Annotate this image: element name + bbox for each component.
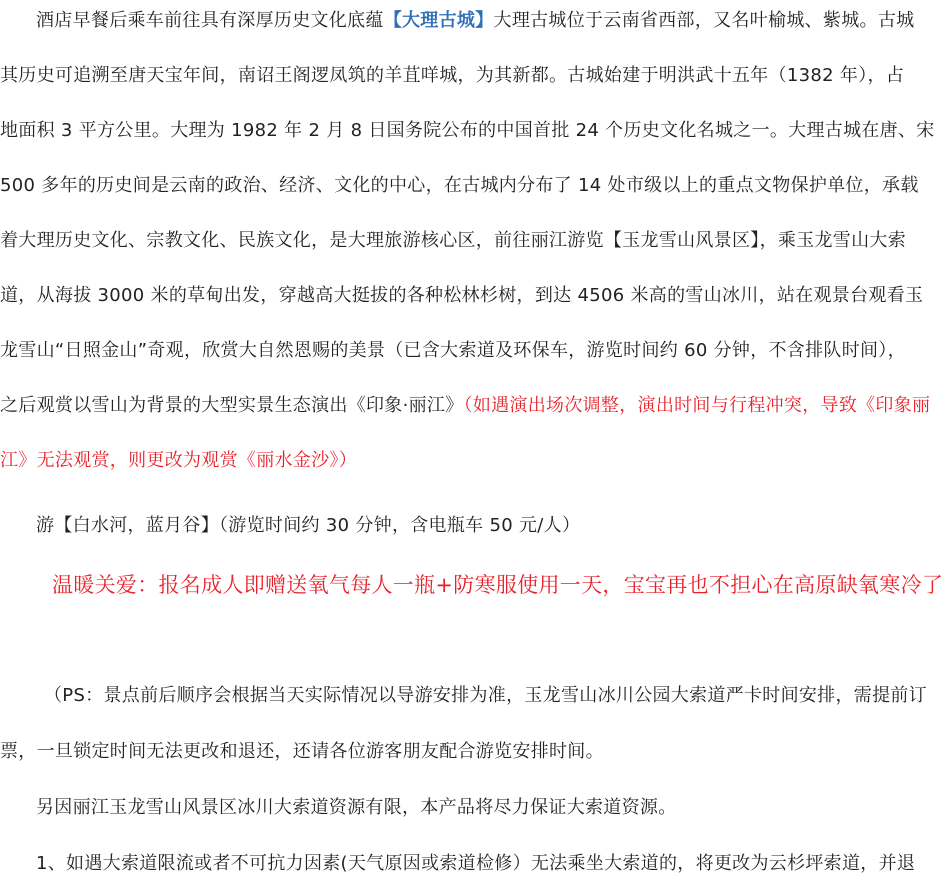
performance-notice-red-line-2: 江》无法观赏，则更改为观赏《丽水金沙》） — [0, 450, 357, 471]
paragraph-1-line-7: 龙雪山“日照金山”奇观，欣赏大自然恩赐的美景（已含大索道及环保车，游览时间约 60 分钟，不含排队时间）， — [0, 340, 906, 361]
item-1-line: 1、如遇大索道限流或者不可抗力因素(天气原因或索道检修）无法乘坐大索道的，将更改为云杉坪索道，并退 — [36, 853, 916, 874]
dali-old-town-highlight: 【大理古城】 — [383, 10, 494, 31]
paragraph-1-line-5: 着大理历史文化、宗教文化、民族文化，是大理旅游核心区，前往丽江游览【玉龙雪山风景区】，乘玉龙雪山大索 — [0, 230, 906, 251]
paragraph-1-line-8 — [0, 394, 930, 418]
baishui-river-line: 游【白水河，蓝月谷】（游览时间约 30 分钟，含电瓶车 50 元/人） — [36, 515, 581, 536]
paragraph-1-line-4: 500 多年的历史间是云南的政治、经济、文化的中心，在古城内分布了 14 处市级以上的重点文物保护单位，承载 — [0, 175, 919, 196]
cableway-notice: 另因丽江玉龙雪山风景区冰川大索道资源有限，本产品将尽力保证大索道资源。 — [36, 797, 677, 818]
impression-lijiang-text: 之后观赏以雪山为背景的大型实景生态演出《印象·丽江》 — [0, 395, 464, 416]
ps-line-1: （PS：景点前后顺序会根据当天实际情况以导游安排为准，玉龙雪山冰川公园大索道严卡时间安排，需提前订 — [44, 685, 927, 706]
paragraph-1-text-start: 酒店早餐后乘车前往具有深厚历史文化底蕴 — [36, 10, 384, 31]
paragraph-1-text-rest: 大理古城位于云南省西部，又名叶榆城、紫城。古城 — [493, 10, 915, 31]
paragraph-1-line-3: 地面积 3 平方公里。大理为 1982 年 2 月 8 日国务院公布的中国首批 24 个历史文化名城之一。大理古城在唐、宋 — [0, 120, 935, 141]
paragraph-1-line-1 — [36, 9, 914, 33]
warm-care-notice: 温暖关爱：报名成人即赠送氧气每人一瓶+防寒服使用一天，宝宝再也不担心在高原缺氧寒冷了 — [52, 573, 944, 597]
ps-line-2: 票，一旦锁定时间无法更改和退还，还请各位游客朋友配合游览安排时间。 — [0, 741, 604, 762]
paragraph-1-line-2: 其历史可追溯至唐天宝年间，南诏王阁逻凤筑的羊苴咩城，为其新都。古城始建于明洪武十五年（1382 年），占 — [0, 65, 905, 86]
paragraph-1-line-6: 道，从海拔 3000 米的草甸出发，穿越高大挺拔的各种松林杉树，到达 4506 米高的雪山冰川，站在观景台观看玉 — [0, 285, 924, 306]
performance-notice-red: （如遇演出场次调整，演出时间与行程冲突，导致《印象丽 — [463, 395, 931, 416]
